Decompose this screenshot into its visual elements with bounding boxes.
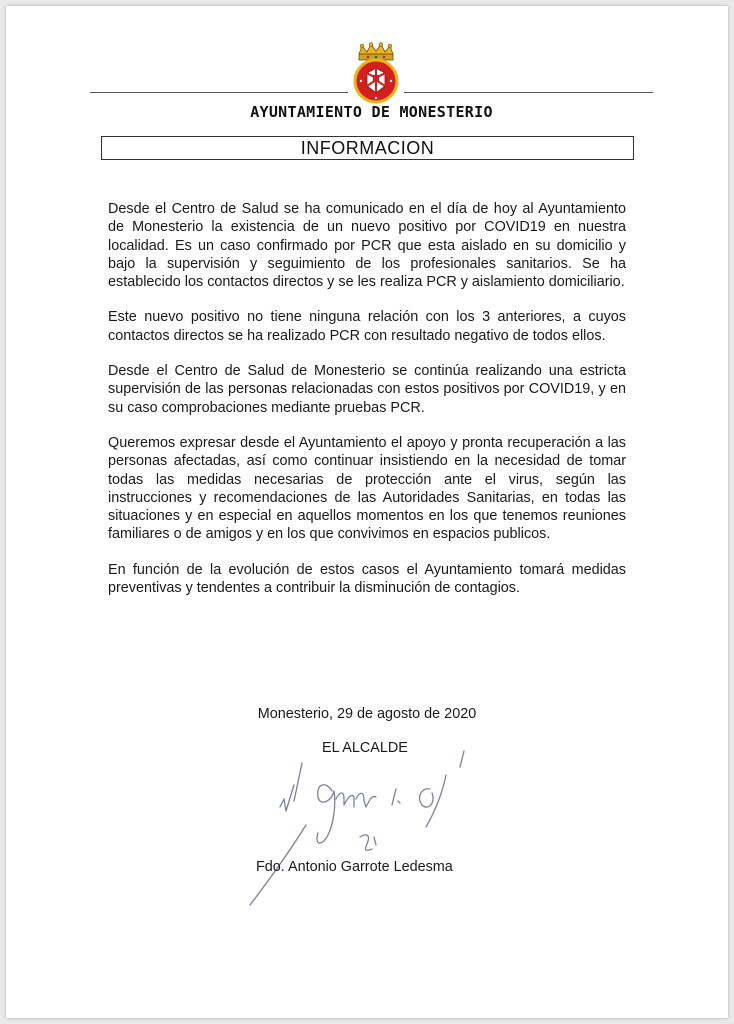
header-rule-right bbox=[404, 92, 653, 93]
document-page bbox=[6, 6, 728, 1018]
paragraph: Desde el Centro de Salud de Monesterio se continúa realizando una estricta supervisión de las personas relacionadas con estos positivos por COVID19, y en su caso comprobaciones mediante pruebas PCR. bbox=[108, 363, 626, 416]
handwritten-signature-icon bbox=[236, 741, 486, 911]
signer-name: Fdo. Antonio Garrote Ledesma bbox=[256, 859, 453, 875]
paragraph: En función de la evolución de estos casos el Ayuntamiento tomará medidas preventivas y tendentes a contribuir la disminución de contagios. bbox=[108, 561, 626, 597]
place-and-date: Monesterio, 29 de agosto de 2020 bbox=[257, 706, 477, 722]
document-body bbox=[108, 200, 626, 614]
paragraph: Este nuevo positivo no tiene ninguna relación con los 3 anteriores, a cuyos contactos directos se ha realizado PCR con resultado negativo de todos ellos. bbox=[108, 309, 626, 344]
document-heading: INFORMACION bbox=[101, 136, 634, 160]
organization-name: AYUNTAMIENTO DE MONESTERIO bbox=[250, 103, 493, 121]
signer-role: EL ALCALDE bbox=[322, 740, 408, 756]
coat-of-arms-icon bbox=[350, 42, 402, 104]
paragraph: Queremos expresar desde el Ayuntamiento el apoyo y pronta recuperación a las personas afectadas, así como continuar insistiendo en la necesidad de tomar todas las medidas necesarias de protección ante el virus, según las instrucciones y recomendaciones de las Autoridades Sanitarias, en todas las situaciones y en especial en aquellos momentos en los que tenemos reuniones familiares o de amigos y en los que convivimos en espacios publicos. bbox=[108, 434, 626, 543]
paragraph: Desde el Centro de Salud se ha comunicado en el día de hoy al Ayuntamiento de Monesterio la existencia de un nuevo positivo por COVID19 en nuestra localidad. Es un caso confirmado por PCR que esta aislado en su domicilio y bajo la supervisión y seguimiento de los profesionales sanitarios. Se ha establecido los contactos directos y se les realiza PCR y aislamiento domiciliario. bbox=[108, 201, 626, 291]
header-rule-left bbox=[90, 92, 348, 93]
